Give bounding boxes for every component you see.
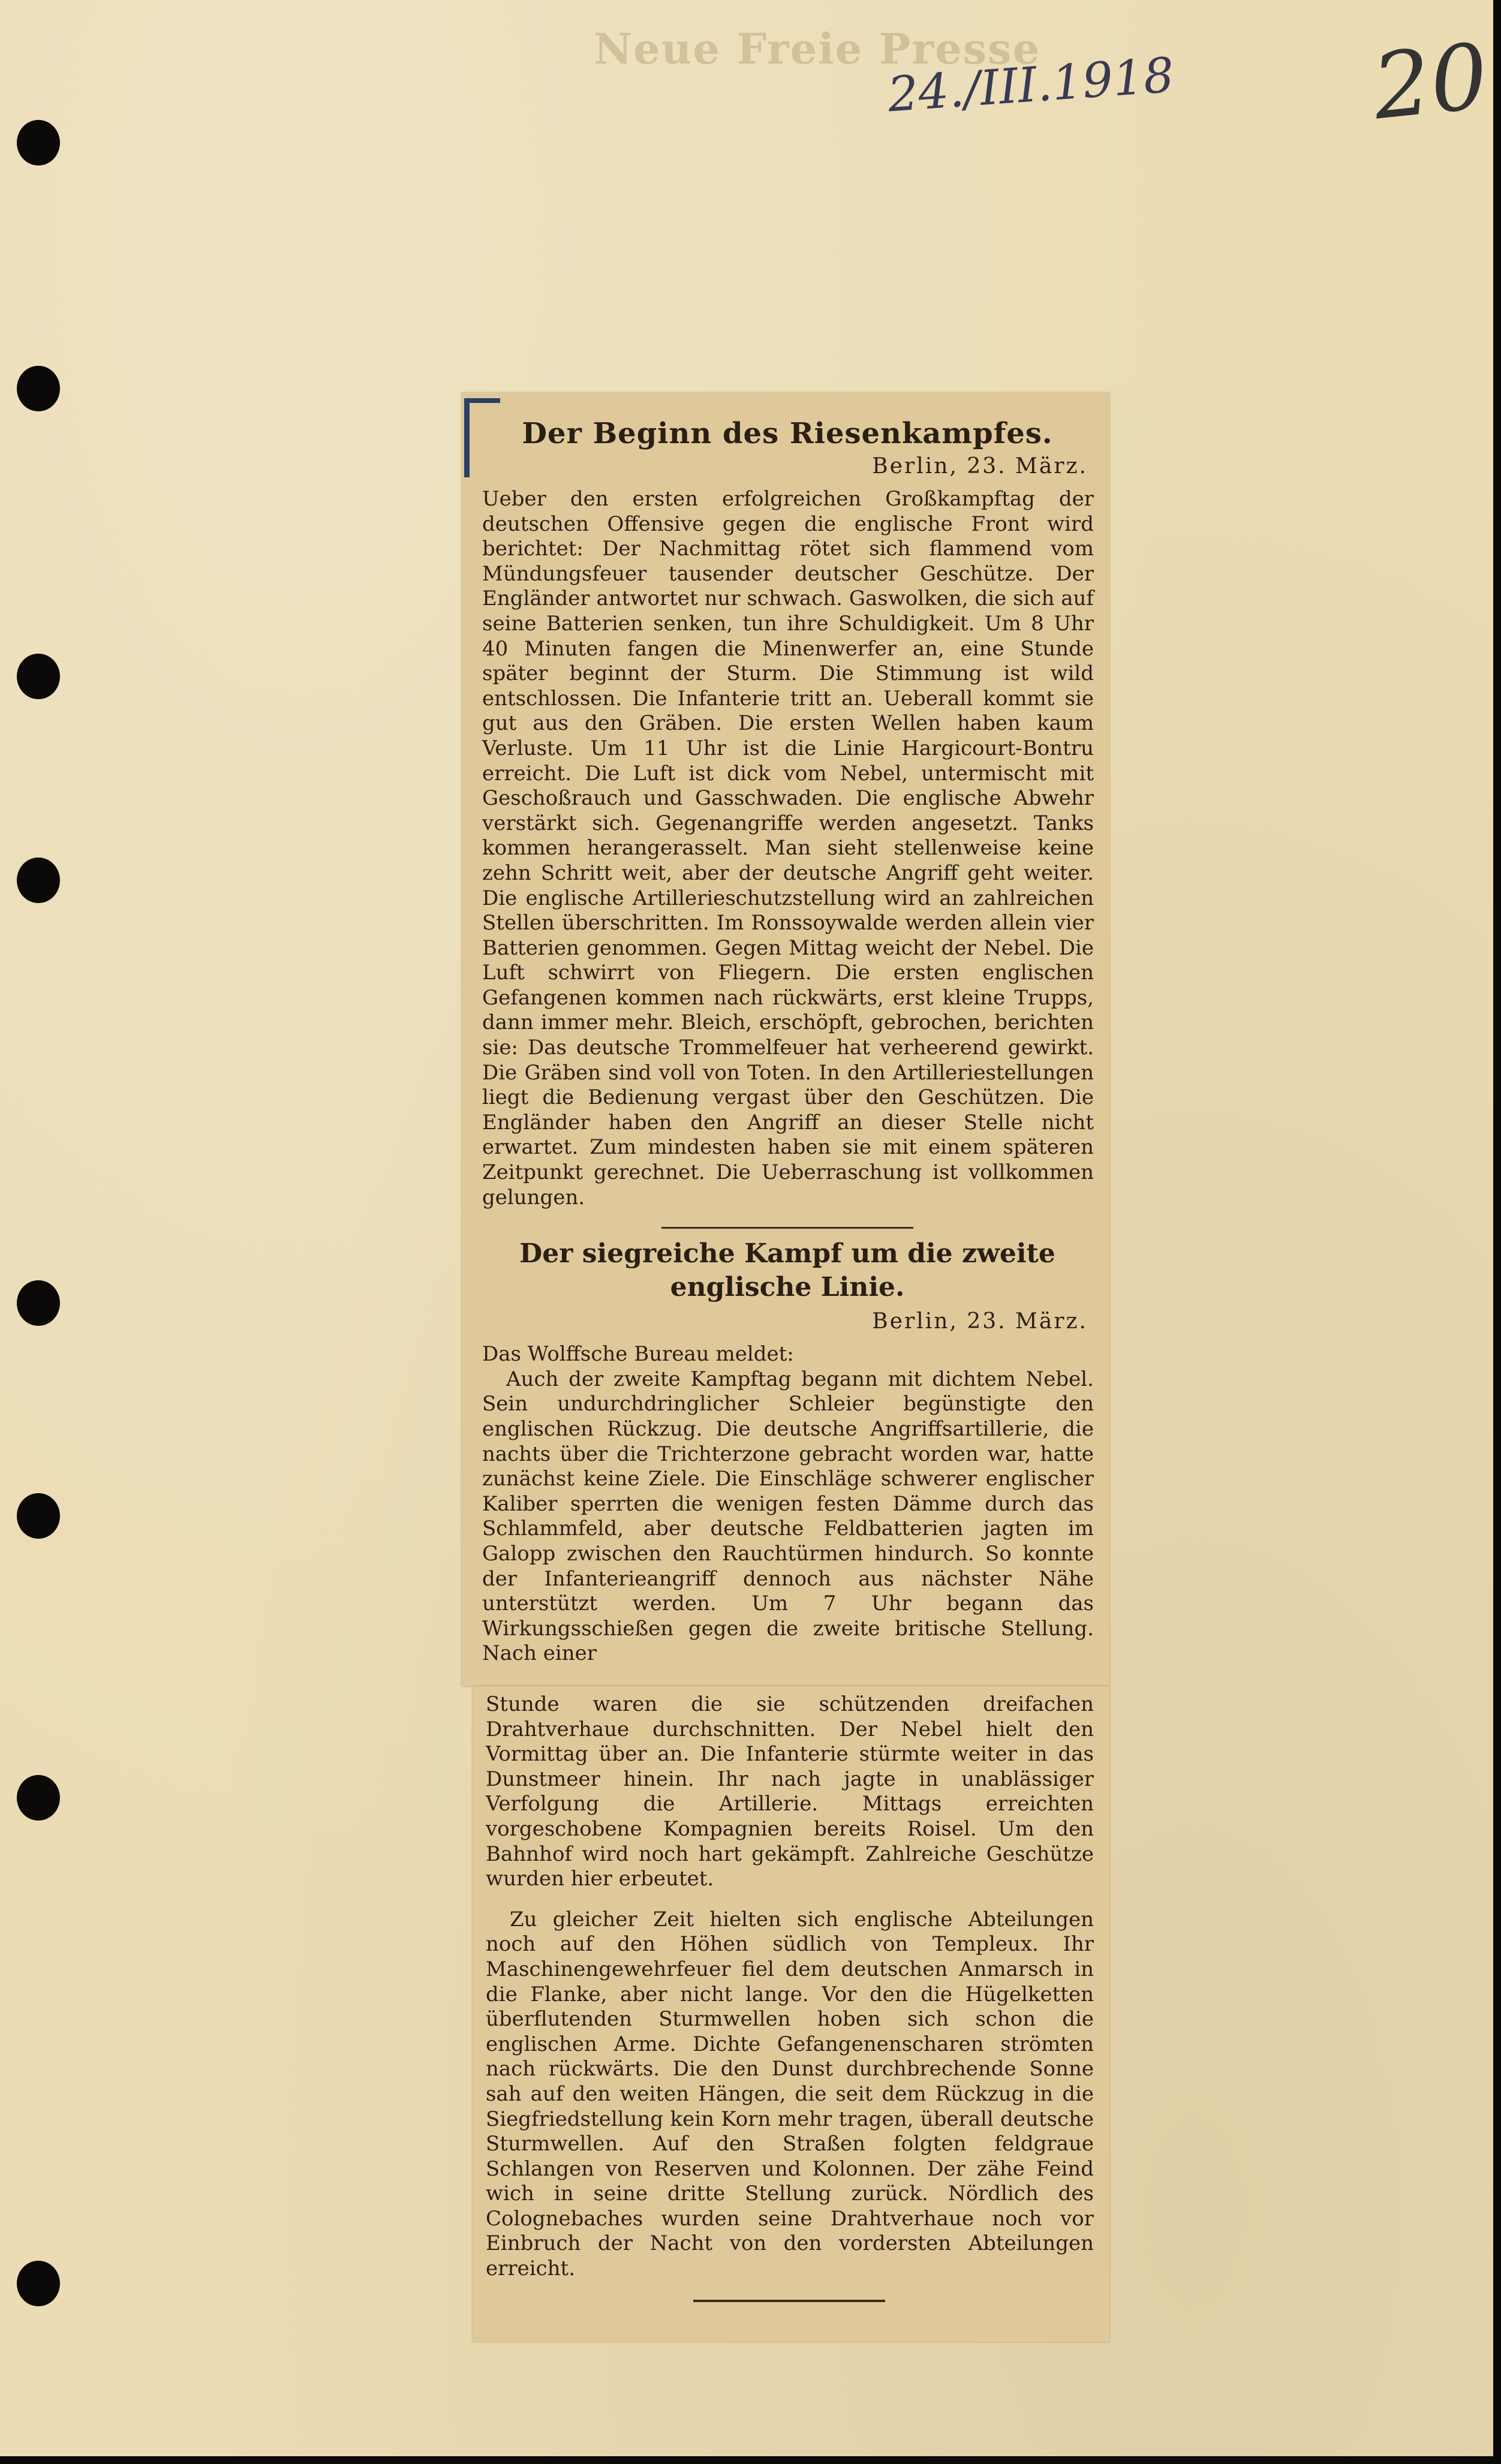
- clipping-top: [462, 393, 1109, 1686]
- article-headline: Der Beginn des Riesenkampfes.: [522, 417, 1053, 450]
- punch-hole: [17, 1775, 60, 1821]
- punch-hole: [17, 1280, 60, 1326]
- punch-hole: [17, 2261, 60, 2306]
- article-body: Zu gleicher Zeit hielten sich englische Abteilungen noch auf den Höhen südlich von Templeux. Ihr Maschinengewehrfeuer fiel dem deutschen Anmarsch in die Flanke, aber nicht lange. Vor den die Hügelketten überflutenden Sturmwellen hoben sich schon die englischen Arme. Dichte Gefangenenscharen strömten nach rückwärts. Die den Dunst durchbrechende Sonne sah auf den weiten Hängen, die seit dem Rückzug in die Siegfriedstellung kein Korn mehr tragen, überall deutsche Sturmwellen. Auf den Straßen folgten feldgraue Schlangen von Reserven und Kolonnen. Der zähe Feind wich in seine dritte Stellung zurück. Nördlich des Colognebaches wurden seine Drahtverhaue noch vor Einbruch der Nacht von den vordersten Abteilungen erreicht.: [486, 1907, 1094, 2281]
- folio-number: 20: [1368, 24, 1493, 140]
- article-body: Stunde waren die sie schützenden dreifachen Drahtverhaue durchschnitten. Der Nebel hielt den Vormittag über an. Die Infanterie stürmte weiter in das Dunstmeer hinein. Ihr nach jagte in unablässiger Verfolgung die Artillerie. Mittags erreichten vorgeschobene Kompagnien bereits Roisel. Um den Bahnhof wird noch hart gekämpft. Zahlreiche Geschütze wurden hier erbeutet.: [486, 1692, 1094, 1891]
- punch-hole: [17, 858, 60, 903]
- clipping-bottom: [473, 1686, 1109, 2342]
- article-body: Auch der zweite Kampftag begann mit dichtem Nebel. Sein undurchdringlicher Schleier begünstigte den englischen Rückzug. Die deutsche Angriffsartillerie, die nachts über die Trichterzone gebracht worden war, hatte zunächst keine Ziele. Die Einschläge schwerer englischer Kaliber sperrten die wenigen festen Dämme durch das Schlammfeld, aber deutsche Feldbatterien jagten im Galopp zwischen den Rauchtürmen hindurch. So konnte der Infanterieangriff dennoch aus nächster Nähe unterstützt werden. Um 7 Uhr begann das Wirkungsschießen gegen die zweite britische Stellung. Nach einer: [482, 1367, 1094, 1666]
- article-dateline: Berlin, 23. März.: [872, 1309, 1088, 1334]
- marker-bar: [464, 398, 500, 403]
- punch-hole: [17, 120, 60, 166]
- article-dateline: Berlin, 23. März.: [872, 454, 1088, 479]
- punch-hole: [17, 1493, 60, 1539]
- newspaper-stamp: Neue Freie Presse: [594, 24, 1041, 74]
- handwritten-date: 24./III.1918: [886, 47, 1176, 123]
- section-divider: [661, 1227, 913, 1229]
- end-rule: [693, 2300, 885, 2302]
- article-intro: Das Wolffsche Bureau meldet:: [482, 1342, 794, 1367]
- punch-hole: [17, 366, 60, 411]
- marker-bar: [464, 401, 470, 477]
- punch-hole: [17, 654, 60, 699]
- article-headline: Der siegreiche Kampf um die zweite englische Linie.: [519, 1238, 1055, 1303]
- article-body: Ueber den ersten erfolgreichen Großkampftag der deutschen Offensive gegen die englische Front wird berichtet: Der Nachmittag rötet sich flammend vom Mündungsfeuer tausender deutscher Geschütze. Der Engländer antwortet nur schwach. Gaswolken, die sich auf seine Batterien senken, tun ihre Schuldigkeit. Um 8 Uhr 40 Minuten fangen die Minenwerfer an, eine Stunde später beginnt der Sturm. Die Stimmung ist wild entschlossen. Die Infanterie tritt an. Ueberall kommt sie gut aus den Gräben. Die ersten Wellen haben kaum Verluste. Um 11 Uhr ist die Linie Hargicourt-Bontru erreicht. Die Luft ist dick vom Nebel, untermischt mit Geschoßrauch und Gasschwaden. Die englische Abwehr verstärkt sich. Gegenangriffe werden angesetzt. Tanks kommen herangerasselt. Man sieht stellenweise keine zehn Schritt weit, aber der deutsche Angriff geht weiter. Die englische Artillerieschutzstellung wird an zahlreichen Stellen überschritten. Im Ronssoywalde werden allein vier Batterien genommen. Gegen Mittag weicht der Nebel. Die Luft schwirrt von Fliegern. Die ersten englischen Gefangenen kommen nach rückwärts, erst kleine Trupps, dann immer mehr. Bleich, erschöpft, gebrochen, berichten sie: Das deutsche Trommelfeuer hat verheerend gewirkt. Die Gräben sind voll von Toten. In den Artilleriestellungen liegt die Bedienung vergast über den Geschützen. Die Engländer haben den Angriff an dieser Stelle nicht erwartet. Zum mindesten haben sie mit einem späteren Zeitpunkt gerechnet. Die Ueberraschung ist vollkommen gelungen.: [482, 487, 1094, 1210]
